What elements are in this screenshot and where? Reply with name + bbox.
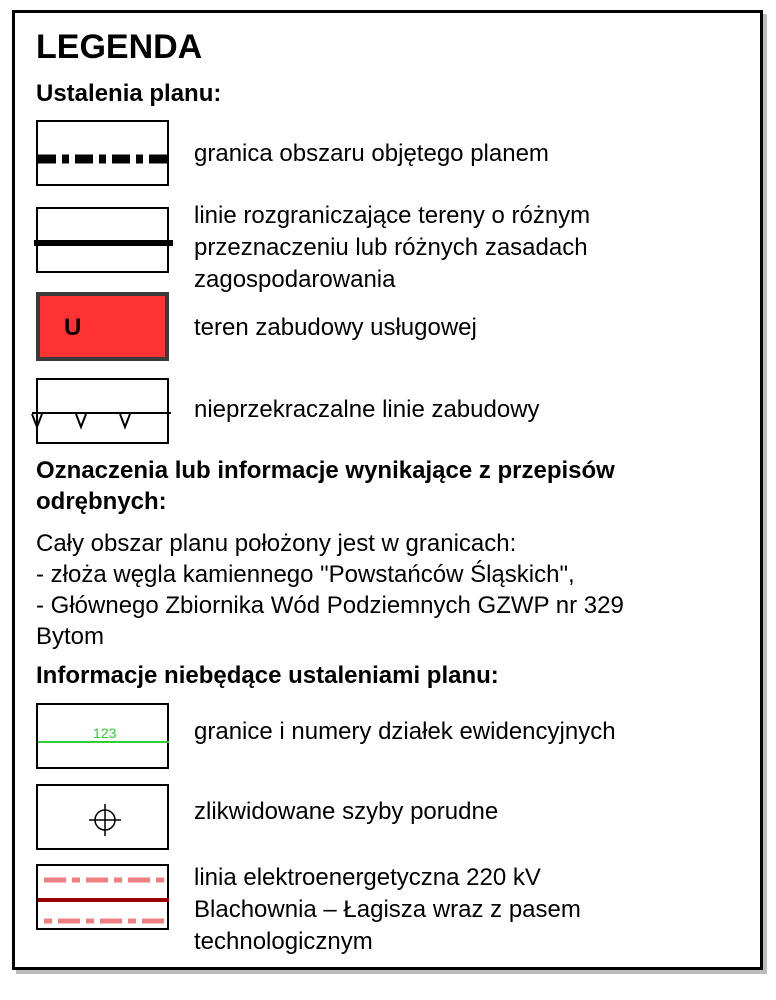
legend-label-power-line: linia elektroenergetyczna 220 kV Blachownia – Łagisza wraz z pasem technologicznym bbox=[194, 864, 581, 955]
dash-dot-boundary-icon bbox=[36, 120, 169, 186]
parcel-number-text: 123 bbox=[93, 725, 117, 741]
legend-label-dividing-lines: linie rozgraniczające tereny o różnym przeznaczeniu lub różnych zasadach zagospodarowania bbox=[194, 202, 591, 293]
section-heading-plan: Ustalenia planu: bbox=[36, 80, 222, 107]
legend-label-plan-boundary: granica obszaru objętego planem bbox=[194, 140, 549, 167]
legend-label-parcels: granice i numery działek ewidencyjnych bbox=[194, 718, 616, 745]
regulations-text: Cały obszar planu położony jest w granicach: - złoża węgla kamiennego "Powstańców Śląskich", - Głównego Zbiornika Wód Podziemnych GZWP nr 329 Bytom bbox=[36, 530, 624, 650]
legend-title: LEGENDA bbox=[36, 28, 203, 66]
section-heading-info: Informacje niebędące ustaleniami planu: bbox=[36, 662, 499, 689]
section-heading-regulations: Oznaczenia lub informacje wynikające z przepisów odrębnych: bbox=[36, 457, 615, 515]
solid-line-icon bbox=[36, 207, 169, 273]
service-area-symbol-text: U bbox=[64, 314, 82, 341]
power-line-icon bbox=[36, 864, 169, 930]
service-area-icon bbox=[36, 292, 169, 361]
legend-label-shafts: zlikwidowane szyby porudne bbox=[194, 798, 499, 825]
legend-label-building-lines: nieprzekraczalne linie zabudowy bbox=[194, 396, 540, 423]
legend-label-service-area: teren zabudowy usługowej bbox=[194, 314, 477, 341]
parcel-boundary-icon bbox=[36, 703, 169, 769]
building-line-icon bbox=[36, 378, 169, 444]
crosshair-icon bbox=[36, 784, 169, 850]
